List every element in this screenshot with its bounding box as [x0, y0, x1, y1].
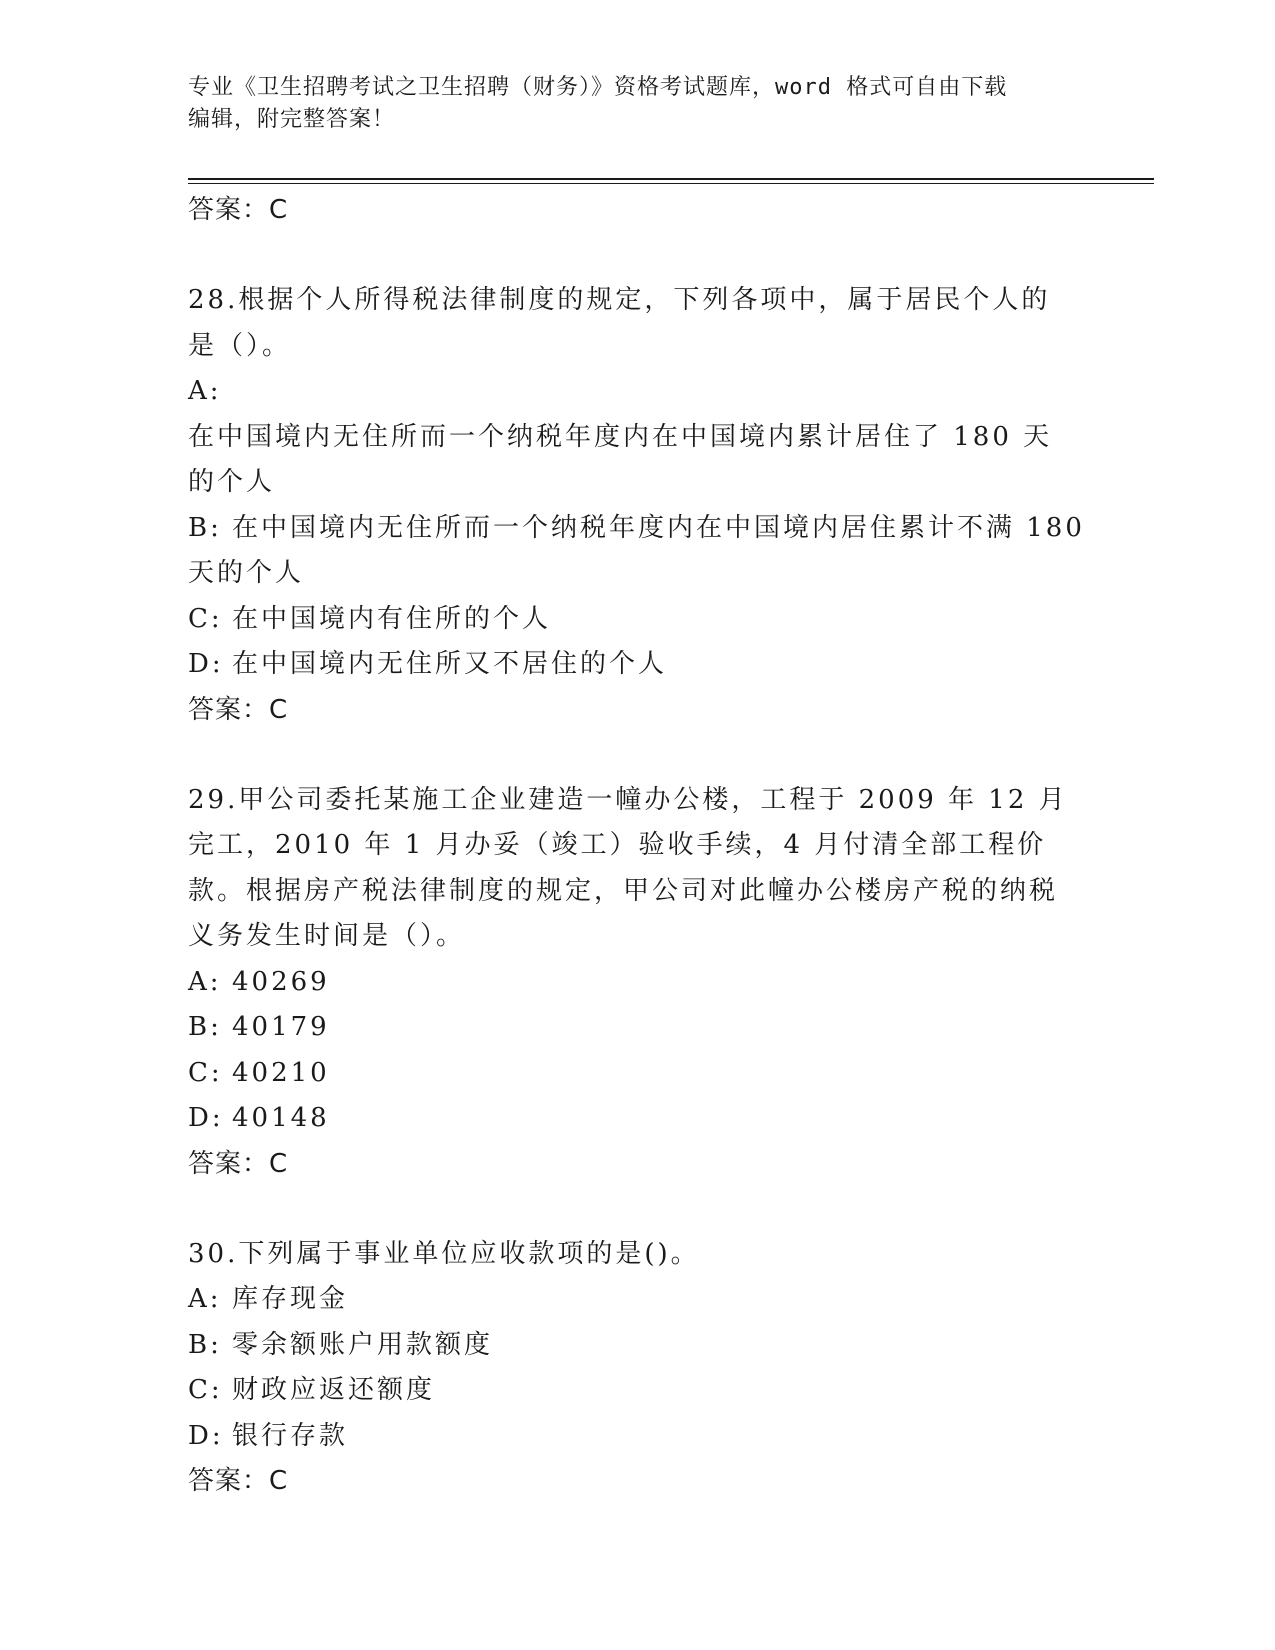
- option-b: [188, 506, 1088, 552]
- answer-line: 答案：C: [188, 195, 289, 225]
- option-text: 库存现金: [232, 1284, 349, 1314]
- option-label: C:: [188, 1057, 223, 1088]
- option-a: [188, 369, 1088, 460]
- question-list: [188, 188, 1088, 1503]
- option-a: [188, 960, 1088, 1006]
- option-b: [188, 1323, 1088, 1369]
- option-label: B:: [188, 1329, 222, 1360]
- option-a-continued: 的个人: [188, 467, 276, 497]
- question-30: [188, 1232, 1088, 1504]
- header-line-2: 编辑，附完整答案！: [188, 107, 396, 132]
- option-label: D:: [188, 1420, 224, 1451]
- option-label: B:: [188, 1012, 222, 1042]
- option-text: 40148: [232, 1103, 330, 1133]
- option-c: [188, 1368, 1088, 1414]
- option-label: D:: [188, 649, 224, 679]
- option-text: 40179: [232, 1012, 330, 1042]
- question-stem: 28.根据个人所得税法律制度的规定，下列各项中，属于居民个人的是（）。: [188, 285, 1051, 361]
- answer-line: 答案：C: [188, 694, 289, 725]
- option-text: 40210: [232, 1057, 330, 1088]
- option-label: D:: [188, 1103, 224, 1133]
- option-label: A:: [188, 1284, 222, 1314]
- option-b-continued: 天的个人: [188, 558, 305, 588]
- option-a: [188, 1277, 1088, 1323]
- option-text: 在中国境内无住所而一个纳税年度内在中国境内累计居住了 180 天: [188, 421, 1053, 452]
- question-29: [188, 778, 1088, 1186]
- header-line-1: 专业《卫生招聘考试之卫生招聘（财务）》资格考试题库，word 格式可自由下载: [188, 75, 1008, 100]
- option-text: 在中国境内无住所而一个纳税年度内在中国境内居住累计不满 180: [232, 512, 1085, 543]
- option-label: C:: [188, 1375, 223, 1405]
- document-header: [188, 72, 1068, 136]
- option-b: [188, 1005, 1088, 1051]
- option-d: [188, 1414, 1088, 1460]
- option-label: A:: [188, 376, 222, 406]
- option-label: B:: [188, 512, 222, 543]
- answer-line: 答案：C: [188, 1148, 289, 1179]
- option-text: 40269: [232, 966, 330, 997]
- answer-line: 答案：C: [188, 1466, 289, 1496]
- option-text: 财政应返还额度: [232, 1375, 436, 1405]
- option-label: A:: [188, 966, 222, 997]
- option-label: C:: [188, 603, 223, 634]
- option-text: 在中国境内有住所的个人: [232, 603, 552, 634]
- option-d: [188, 642, 1088, 688]
- question-28: [188, 278, 1088, 732]
- header-rule-thick: [188, 178, 1154, 180]
- question-stem: 30.下列属于事业单位应收款项的是()。: [188, 1238, 700, 1269]
- option-c: [188, 597, 1088, 643]
- question-stem: 29.甲公司委托某施工企业建造一幢办公楼，工程于 2009 年 12 月完工，2010 年 1 月办妥（竣工）验收手续，4 月付清全部工程价款。根据房产税法律制度的规定，甲公司对此幢办公楼房产税的纳税义务发生时间是（）。: [188, 784, 1068, 951]
- option-d: [188, 1096, 1088, 1142]
- option-text: 在中国境内无住所又不居住的个人: [232, 649, 668, 679]
- option-c: [188, 1051, 1088, 1097]
- option-text: 零余额账户用款额度: [232, 1329, 494, 1360]
- option-text: 银行存款: [232, 1420, 349, 1451]
- header-rule-thin: [188, 183, 1154, 184]
